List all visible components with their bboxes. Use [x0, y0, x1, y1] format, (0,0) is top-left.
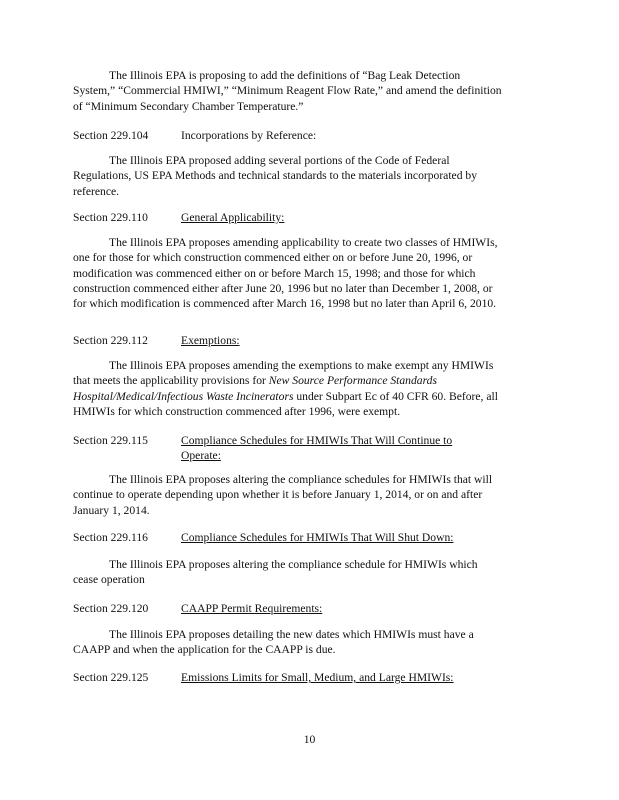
section-body: The Illinois EPA proposes altering the compliance schedules for HMIWIs that will continue to operate depending upon whether it is before January 1, 2014, or on and after January 1, 2014.	[73, 473, 493, 517]
section-body: The Illinois EPA proposes amending applicability to create two classes of HMIWIs, one for those for which construction commenced either on or before June 20, 1996, or modification was commenced either on or before March 15, 1998; and those for which construction commenced either after June 20, 1996 but no later than December 1, 2008, or for which modification is commenced after March 16, 1998 but no later than April 6, 2010.	[73, 236, 498, 311]
section-number: Section 229.120	[73, 602, 149, 615]
section-title: Compliance Schedules for HMIWIs That Will Shut Down:	[181, 531, 454, 544]
italic-reference: New Source Performance Standards Hospital/Medical/Infectious Waste Incinerators	[73, 374, 437, 403]
section-title: Incorporations by Reference:	[181, 129, 317, 142]
section-body: The Illinois EPA proposes amending the exemptions to make exempt any HMIWIs that meets the applicability provisions for New Source Performance Standards Hospital/Medical/Infectious Waste Incinerators under Subpart Ec of 40 CFR 60. Before, all HMIWIs for which construction commenced after 1996, were exempt.	[73, 359, 498, 418]
section-number: Section 229.125	[73, 671, 149, 684]
section-body: The Illinois EPA proposes altering the compliance schedule for HMIWIs which cease operation	[73, 558, 478, 587]
section-number: Section 229.104	[73, 129, 149, 142]
section-body: The Illinois EPA proposes detailing the new dates which HMIWIs must have a CAAPP and when the application for the CAAPP is due.	[73, 628, 474, 657]
page-number: 10	[303, 733, 316, 746]
section-title: Emissions Limits for Small, Medium, and Large HMIWIs:	[181, 671, 454, 684]
section-number: Section 229.115	[73, 434, 148, 447]
intro-paragraph: The Illinois EPA is proposing to add the definitions of “Bag Leak Detection System,” “Commercial HMIWI,” “Minimum Reagent Flow Rate,” and amend the definition of “Minimum Secondary Chamber Temperature.”	[73, 69, 502, 113]
section-number: Section 229.116	[73, 531, 148, 544]
section-number: Section 229.110	[73, 211, 148, 224]
section-title: General Applicability:	[181, 211, 285, 224]
section-title: Exemptions:	[181, 334, 240, 347]
section-number: Section 229.112	[73, 334, 148, 347]
section-body: The Illinois EPA proposed adding several portions of the Code of Federal Regulations, US EPA Methods and technical standards to the materials incorporated by reference.	[73, 154, 477, 198]
section-title: Compliance Schedules for HMIWIs That Will Continue to Operate:	[181, 434, 453, 463]
section-title: CAAPP Permit Requirements:	[181, 602, 323, 615]
